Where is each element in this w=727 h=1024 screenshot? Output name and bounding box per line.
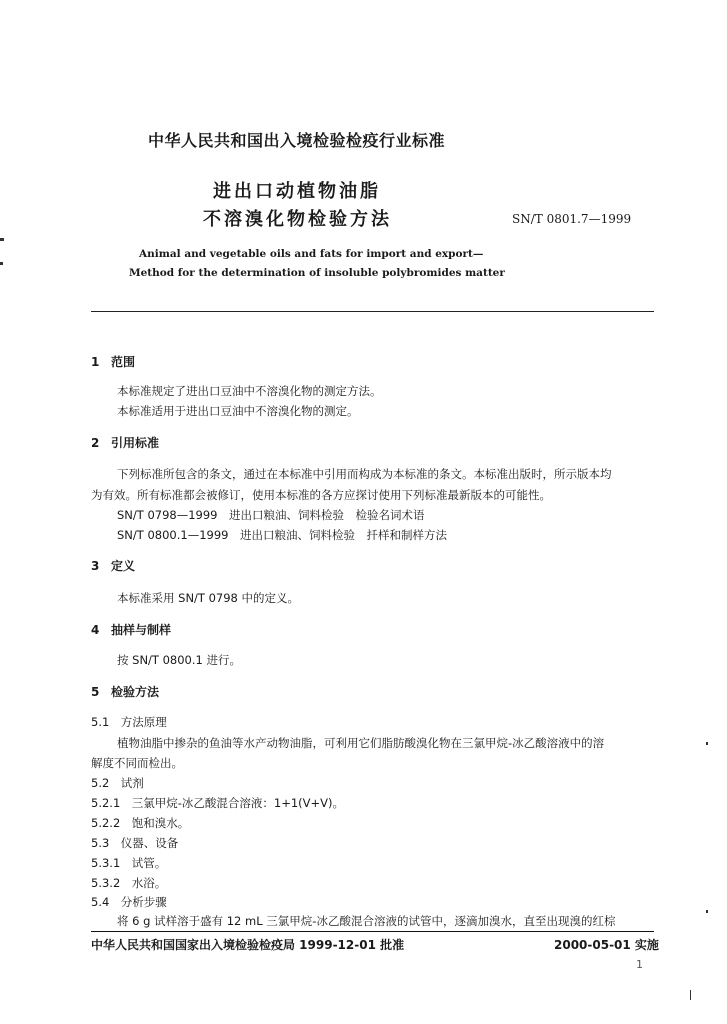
section-3-number: 3	[91, 559, 100, 573]
scan-mark	[690, 990, 691, 1000]
section-5-3-1: 5.3.1 试管。	[91, 856, 167, 870]
scan-mark	[706, 910, 708, 913]
english-title-line-2: Method for the determination of insoluble polybromides matter	[129, 267, 505, 279]
section-4-title: 抽样与制样	[111, 623, 172, 637]
section-1-number: 1	[91, 355, 100, 369]
section-5-1-para-1: 植物油脂中掺杂的鱼油等水产动物油脂，可利用它们脂肪酸溴化物在三氯甲烷-冰乙酸溶液中的溶	[117, 736, 605, 750]
section-2-number: 2	[91, 436, 100, 450]
effective-date: 2000-05-01 实施	[554, 938, 659, 952]
section-5-2-heading: 5.2 试剂	[91, 776, 144, 790]
scan-mark	[706, 742, 708, 745]
section-4-number: 4	[91, 623, 100, 637]
section-2-heading	[91, 434, 159, 451]
section-5-1-heading: 5.1 方法原理	[91, 715, 167, 729]
section-1-para-2: 本标准适用于进出口豆油中不溶溴化物的测定。	[117, 404, 359, 418]
section-3-para-1: 本标准采用 SN/T 0798 中的定义。	[117, 591, 300, 605]
section-1-title: 范围	[111, 355, 136, 369]
approval-line: 中华人民共和国国家出入境检验检疫局 1999-12-01 批准	[91, 938, 405, 952]
section-2-para-1b: 为有效。所有标准都会被修订，使用本标准的各方应探讨使用下列标准最新版本的可能性。	[91, 488, 551, 502]
scan-mark	[0, 238, 4, 241]
section-5-number: 5	[91, 685, 100, 699]
section-5-heading	[91, 683, 159, 700]
section-2-reference-2: SN/T 0800.1—1999 进出口粮油、饲料检验 扦样和制样方法	[117, 528, 447, 542]
section-5-3-2: 5.3.2 水浴。	[91, 876, 167, 890]
section-1-heading	[91, 353, 135, 370]
section-5-3-heading: 5.3 仪器、设备	[91, 836, 179, 850]
section-5-2-1: 5.2.1 三氯甲烷-冰乙酸混合溶液：1+1(V+V)。	[91, 796, 345, 810]
header-divider	[91, 311, 654, 312]
section-5-2-2: 5.2.2 饱和溴水。	[91, 816, 190, 830]
section-5-1-para-2: 解度不同而检出。	[91, 756, 183, 770]
section-2-reference-1: SN/T 0798—1999 进出口粮油、饲料检验 检验名词术语	[117, 508, 425, 522]
section-3-title: 定义	[111, 559, 136, 573]
section-3-heading	[91, 557, 135, 574]
section-2-para-1a: 下列标准所包含的条文，通过在本标准中引用而构成为本标准的条文。本标准出版时，所示版本均	[117, 467, 612, 481]
title-line-1: 进出口动植物油脂	[213, 181, 381, 202]
page-number: 1	[636, 958, 643, 971]
section-5-4-heading: 5.4 分析步骤	[91, 895, 167, 909]
title-line-2: 不溶溴化物检验方法	[203, 209, 392, 230]
section-1-para-1: 本标准规定了进出口豆油中不溶溴化物的测定方法。	[117, 384, 382, 398]
section-2-title: 引用标准	[111, 436, 160, 450]
footer-divider	[91, 931, 654, 932]
scan-mark	[0, 262, 3, 265]
section-5-title: 检验方法	[111, 685, 160, 699]
section-4-para-1: 按 SN/T 0800.1 进行。	[117, 653, 242, 667]
standard-code: SN/T 0801.7—1999	[512, 212, 632, 226]
section-5-4-para-1: 将 6 g 试样溶于盛有 12 mL 三氯甲烷-冰乙酸混合溶液的试管中，逐滴加溴水，直至出现溴的红棕	[117, 914, 616, 928]
issuing-header: 中华人民共和国出入境检验检疫行业标准	[148, 131, 446, 150]
english-title-line-1: Animal and vegetable oils and fats for import and export—	[139, 248, 484, 260]
section-4-heading	[91, 621, 171, 638]
